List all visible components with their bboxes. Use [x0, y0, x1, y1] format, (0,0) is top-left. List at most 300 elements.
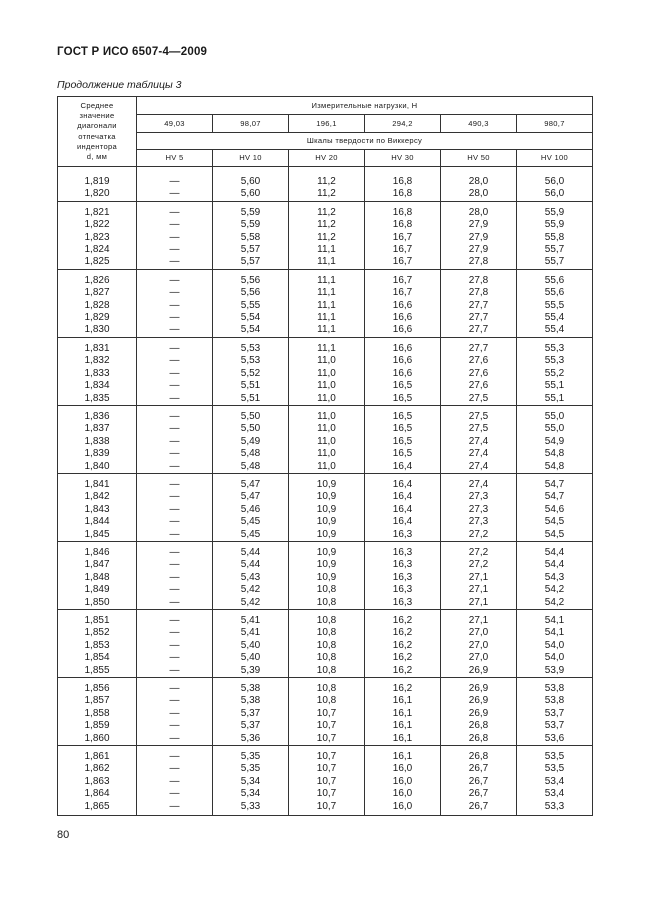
diagonal-cell: 1,862 — [58, 763, 137, 775]
hardness-cell: — — [137, 312, 213, 324]
hardness-cell: 54,0 — [517, 652, 593, 664]
load-header: 294,2 — [365, 115, 441, 133]
hardness-cell: 55,1 — [517, 393, 593, 406]
table-row — [58, 405, 593, 423]
load-header: 98,07 — [213, 115, 289, 133]
hardness-cell: 5,58 — [213, 232, 289, 244]
diagonal-cell: 1,830 — [58, 324, 137, 337]
hardness-cell: 26,7 — [441, 776, 517, 788]
hardness-cell: 55,9 — [517, 219, 593, 231]
hardness-cell: — — [137, 461, 213, 474]
hardness-cell: 5,43 — [213, 572, 289, 584]
hardness-cell: — — [137, 232, 213, 244]
hardness-cell: — — [137, 448, 213, 460]
hardness-cell: 55,3 — [517, 337, 593, 355]
hardness-cell: 10,8 — [289, 627, 365, 639]
diagonal-cell: 1,820 — [58, 188, 137, 201]
hardness-cell: 16,1 — [365, 720, 441, 732]
hardness-cell: 56,0 — [517, 176, 593, 188]
diagonal-cell: 1,842 — [58, 491, 137, 503]
scales-header: Шкалы твердости по Виккерсу — [137, 133, 593, 150]
document-title: ГОСТ Р ИСО 6507-4—2009 — [57, 46, 208, 58]
hardness-cell: — — [137, 219, 213, 231]
hardness-cell: 5,54 — [213, 324, 289, 337]
hardness-cell: 16,7 — [365, 287, 441, 299]
hardness-cell: 55,7 — [517, 244, 593, 256]
hardness-cell: 5,42 — [213, 584, 289, 596]
hardness-cell: 5,36 — [213, 733, 289, 746]
hardness-cell: — — [137, 201, 213, 219]
diagonal-cell: 1,850 — [58, 597, 137, 610]
corner-line: Среднее — [80, 100, 114, 110]
hardness-cell: 16,4 — [365, 491, 441, 503]
table-row — [58, 652, 593, 664]
hardness-cell: 5,34 — [213, 788, 289, 800]
hardness-cell: 5,34 — [213, 776, 289, 788]
hardness-cell: — — [137, 337, 213, 355]
hardness-cell: 11,1 — [289, 324, 365, 337]
hardness-cell: 5,41 — [213, 627, 289, 639]
hardness-cell: 16,3 — [365, 597, 441, 610]
hardness-cell: — — [137, 269, 213, 287]
hardness-cell: 10,9 — [289, 529, 365, 542]
table-row — [58, 176, 593, 188]
table-row — [58, 188, 593, 201]
table-row — [58, 627, 593, 639]
hardness-cell: — — [137, 423, 213, 435]
hardness-cell: 5,56 — [213, 269, 289, 287]
hardness-cell: 10,8 — [289, 652, 365, 664]
table-row — [58, 423, 593, 435]
hardness-cell: 54,8 — [517, 448, 593, 460]
table-row — [58, 300, 593, 312]
hardness-cell: 16,2 — [365, 640, 441, 652]
hardness-cell: — — [137, 393, 213, 406]
hardness-cell: — — [137, 287, 213, 299]
hardness-cell: 10,9 — [289, 516, 365, 528]
hardness-cell: — — [137, 678, 213, 696]
hardness-cell: — — [137, 801, 213, 816]
hardness-cell: 10,9 — [289, 491, 365, 503]
table-row — [58, 312, 593, 324]
hardness-cell: 5,54 — [213, 312, 289, 324]
hardness-cell: — — [137, 541, 213, 559]
hardness-cell: 16,3 — [365, 584, 441, 596]
hardness-cell: 54,3 — [517, 572, 593, 584]
diagonal-cell: 1,836 — [58, 405, 137, 423]
hardness-cell: 5,50 — [213, 423, 289, 435]
load-header: 490,3 — [441, 115, 517, 133]
table-row — [58, 201, 593, 219]
hardness-cell: 10,8 — [289, 584, 365, 596]
hardness-cell: 27,1 — [441, 572, 517, 584]
hardness-cell: 54,4 — [517, 541, 593, 559]
hardness-cell: 10,9 — [289, 504, 365, 516]
hardness-cell: 11,0 — [289, 380, 365, 392]
hardness-cell: 10,8 — [289, 695, 365, 707]
table-row — [58, 269, 593, 287]
table-row — [58, 491, 593, 503]
diagonal-cell: 1,845 — [58, 529, 137, 542]
hardness-cell: 5,35 — [213, 746, 289, 764]
loads-header: Измерительные нагрузки, Н — [137, 97, 593, 115]
hardness-cell: 27,7 — [441, 300, 517, 312]
hardness-cell: 54,0 — [517, 640, 593, 652]
hardness-cell: 10,7 — [289, 801, 365, 816]
table-row — [58, 572, 593, 584]
load-header: 196,1 — [289, 115, 365, 133]
hardness-cell: 27,4 — [441, 461, 517, 474]
hardness-cell: 16,3 — [365, 572, 441, 584]
hardness-cell: — — [137, 244, 213, 256]
diagonal-cell: 1,864 — [58, 788, 137, 800]
hardness-cell: 16,5 — [365, 423, 441, 435]
diagonal-cell: 1,829 — [58, 312, 137, 324]
hardness-cell: 5,37 — [213, 720, 289, 732]
hardness-cell: 5,38 — [213, 678, 289, 696]
hardness-cell: 11,2 — [289, 219, 365, 231]
hardness-cell: 5,56 — [213, 287, 289, 299]
diagonal-cell: 1,852 — [58, 627, 137, 639]
hardness-cell: 27,5 — [441, 405, 517, 423]
hardness-cell: — — [137, 584, 213, 596]
diagonal-cell: 1,857 — [58, 695, 137, 707]
diagonal-cell: 1,827 — [58, 287, 137, 299]
hardness-cell: 10,8 — [289, 665, 365, 678]
hardness-cell: 55,7 — [517, 256, 593, 269]
hardness-cell: 10,8 — [289, 640, 365, 652]
hardness-cell: 27,9 — [441, 232, 517, 244]
hardness-cell: 11,1 — [289, 256, 365, 269]
hardness-cell: 5,57 — [213, 256, 289, 269]
hardness-cell: 5,47 — [213, 491, 289, 503]
corner-line: отпечатка — [78, 131, 116, 141]
hardness-cell: 27,6 — [441, 380, 517, 392]
hardness-cell: — — [137, 188, 213, 201]
hardness-cell: 54,1 — [517, 627, 593, 639]
hardness-cell: 55,6 — [517, 287, 593, 299]
hardness-cell: 27,5 — [441, 423, 517, 435]
diagonal-cell: 1,861 — [58, 746, 137, 764]
scale-header: HV 10 — [213, 150, 289, 167]
hardness-cell: — — [137, 300, 213, 312]
hardness-cell: 5,51 — [213, 380, 289, 392]
hardness-cell: — — [137, 695, 213, 707]
hardness-cell: 16,1 — [365, 695, 441, 707]
hardness-cell: 16,3 — [365, 529, 441, 542]
hardness-cell: 27,0 — [441, 627, 517, 639]
hardness-cell: 27,6 — [441, 355, 517, 367]
diagonal-cell: 1,841 — [58, 473, 137, 491]
hardness-cell: 16,6 — [365, 337, 441, 355]
hardness-cell: 27,2 — [441, 529, 517, 542]
hardness-cell: 10,7 — [289, 733, 365, 746]
hardness-cell: 16,1 — [365, 746, 441, 764]
hardness-cell: 27,7 — [441, 312, 517, 324]
diagonal-cell: 1,825 — [58, 256, 137, 269]
hardness-cell: — — [137, 788, 213, 800]
table-row — [58, 733, 593, 746]
corner-line: d, мм — [86, 151, 108, 161]
diagonal-cell: 1,849 — [58, 584, 137, 596]
table-row — [58, 640, 593, 652]
diagonal-column-header — [58, 97, 137, 167]
hardness-cell: — — [137, 597, 213, 610]
hardness-cell: — — [137, 256, 213, 269]
hardness-cell: 27,1 — [441, 610, 517, 628]
hardness-cell: 27,4 — [441, 436, 517, 448]
hardness-cell: 53,9 — [517, 665, 593, 678]
hardness-cell: 10,7 — [289, 746, 365, 764]
table-row — [58, 584, 593, 596]
diagonal-cell: 1,837 — [58, 423, 137, 435]
table-row — [58, 256, 593, 269]
hardness-cell: 5,57 — [213, 244, 289, 256]
hardness-cell: 53,6 — [517, 733, 593, 746]
scale-header: HV 20 — [289, 150, 365, 167]
hardness-cell: 28,0 — [441, 201, 517, 219]
hardness-cell: 27,3 — [441, 504, 517, 516]
diagonal-cell: 1,853 — [58, 640, 137, 652]
hardness-cell: 55,4 — [517, 324, 593, 337]
hardness-cell: — — [137, 504, 213, 516]
hardness-cell: — — [137, 572, 213, 584]
hardness-cell: 16,6 — [365, 355, 441, 367]
hardness-cell: 26,8 — [441, 733, 517, 746]
diagonal-cell: 1,831 — [58, 337, 137, 355]
hardness-cell: — — [137, 516, 213, 528]
table-row — [58, 436, 593, 448]
hardness-cell: 16,0 — [365, 763, 441, 775]
page-number: 80 — [57, 829, 70, 841]
diagonal-cell: 1,832 — [58, 355, 137, 367]
hardness-cell: 10,7 — [289, 776, 365, 788]
table-row — [58, 504, 593, 516]
load-header: 49,03 — [137, 115, 213, 133]
hardness-cell: 27,0 — [441, 640, 517, 652]
hardness-cell: — — [137, 746, 213, 764]
hardness-cell: 16,1 — [365, 733, 441, 746]
hardness-cell: 5,55 — [213, 300, 289, 312]
hardness-cell: 53,4 — [517, 788, 593, 800]
hardness-cell: 11,0 — [289, 405, 365, 423]
hardness-cell: 26,9 — [441, 708, 517, 720]
hardness-cell: — — [137, 652, 213, 664]
table-row — [58, 219, 593, 231]
diagonal-cell: 1,856 — [58, 678, 137, 696]
hardness-cell: 11,0 — [289, 368, 365, 380]
hardness-cell: 16,7 — [365, 232, 441, 244]
hardness-cell: 16,3 — [365, 541, 441, 559]
hardness-cell: 27,3 — [441, 516, 517, 528]
table-row — [58, 559, 593, 571]
hardness-cell: 53,8 — [517, 695, 593, 707]
diagonal-cell: 1,844 — [58, 516, 137, 528]
hardness-cell: 16,2 — [365, 610, 441, 628]
hardness-cell: 27,1 — [441, 584, 517, 596]
hardness-cell: 16,6 — [365, 312, 441, 324]
hardness-cell: 10,8 — [289, 597, 365, 610]
hardness-cell: 16,5 — [365, 448, 441, 460]
scale-header: HV 100 — [517, 150, 593, 167]
hardness-table — [57, 96, 593, 816]
hardness-cell: 5,49 — [213, 436, 289, 448]
hardness-cell: 16,0 — [365, 776, 441, 788]
hardness-cell: 16,6 — [365, 324, 441, 337]
hardness-cell: 5,41 — [213, 610, 289, 628]
table-row — [58, 597, 593, 610]
hardness-cell: — — [137, 529, 213, 542]
hardness-cell: 5,37 — [213, 708, 289, 720]
hardness-cell: 28,0 — [441, 176, 517, 188]
hardness-cell: 5,59 — [213, 219, 289, 231]
hardness-cell: 5,48 — [213, 448, 289, 460]
hardness-cell: 5,42 — [213, 597, 289, 610]
hardness-cell: 11,1 — [289, 300, 365, 312]
diagonal-cell: 1,865 — [58, 801, 137, 816]
hardness-cell: 54,2 — [517, 584, 593, 596]
diagonal-cell: 1,858 — [58, 708, 137, 720]
diagonal-cell: 1,826 — [58, 269, 137, 287]
hardness-cell: — — [137, 708, 213, 720]
corner-line: индентора — [76, 141, 118, 151]
hardness-cell: 26,9 — [441, 695, 517, 707]
hardness-cell: 16,5 — [365, 380, 441, 392]
table-row — [58, 610, 593, 628]
hardness-cell: 11,2 — [289, 188, 365, 201]
table-row — [58, 529, 593, 542]
hardness-cell: 16,5 — [365, 405, 441, 423]
hardness-cell: 11,2 — [289, 201, 365, 219]
hardness-cell: 10,9 — [289, 473, 365, 491]
hardness-cell: 27,4 — [441, 473, 517, 491]
hardness-cell: 26,9 — [441, 678, 517, 696]
hardness-cell: — — [137, 627, 213, 639]
hardness-cell: 16,6 — [365, 300, 441, 312]
hardness-cell: 53,7 — [517, 720, 593, 732]
hardness-cell: 16,1 — [365, 708, 441, 720]
hardness-cell: 11,1 — [289, 244, 365, 256]
hardness-cell: 54,7 — [517, 491, 593, 503]
table-row — [58, 473, 593, 491]
hardness-cell: 5,60 — [213, 176, 289, 188]
hardness-cell: 11,2 — [289, 176, 365, 188]
table-row — [58, 516, 593, 528]
hardness-cell: — — [137, 559, 213, 571]
hardness-cell: 11,0 — [289, 461, 365, 474]
table-row — [58, 776, 593, 788]
hardness-cell: 16,4 — [365, 516, 441, 528]
hardness-cell: 54,5 — [517, 529, 593, 542]
hardness-cell: — — [137, 665, 213, 678]
table-row — [58, 448, 593, 460]
hardness-cell: 55,8 — [517, 232, 593, 244]
hardness-cell: 55,6 — [517, 269, 593, 287]
hardness-cell: 26,8 — [441, 720, 517, 732]
hardness-cell: 5,59 — [213, 201, 289, 219]
hardness-cell: 27,9 — [441, 244, 517, 256]
hardness-cell: 16,7 — [365, 244, 441, 256]
hardness-cell: 54,5 — [517, 516, 593, 528]
diagonal-cell: 1,835 — [58, 393, 137, 406]
hardness-cell: — — [137, 355, 213, 367]
hardness-cell: 54,2 — [517, 597, 593, 610]
hardness-cell: 53,5 — [517, 763, 593, 775]
hardness-cell: 28,0 — [441, 188, 517, 201]
hardness-cell: 27,9 — [441, 219, 517, 231]
hardness-cell: — — [137, 720, 213, 732]
hardness-cell: 54,7 — [517, 473, 593, 491]
hardness-cell: 10,7 — [289, 720, 365, 732]
diagonal-cell: 1,824 — [58, 244, 137, 256]
hardness-cell: 27,5 — [441, 393, 517, 406]
hardness-cell: 10,7 — [289, 708, 365, 720]
diagonal-cell: 1,823 — [58, 232, 137, 244]
table-row — [58, 678, 593, 696]
diagonal-cell: 1,863 — [58, 776, 137, 788]
hardness-cell: 54,9 — [517, 436, 593, 448]
hardness-cell: 16,4 — [365, 504, 441, 516]
hardness-cell: 27,8 — [441, 269, 517, 287]
hardness-cell: 55,4 — [517, 312, 593, 324]
table-row — [58, 788, 593, 800]
table-row — [58, 355, 593, 367]
hardness-cell: 16,2 — [365, 652, 441, 664]
hardness-cell: 56,0 — [517, 188, 593, 201]
hardness-cell: 5,35 — [213, 763, 289, 775]
corner-line: диагонали — [77, 121, 117, 131]
hardness-cell: 55,5 — [517, 300, 593, 312]
hardness-cell: 16,5 — [365, 393, 441, 406]
hardness-cell: 16,8 — [365, 219, 441, 231]
hardness-cell: 27,7 — [441, 337, 517, 355]
hardness-cell: 10,7 — [289, 763, 365, 775]
hardness-cell: 5,45 — [213, 529, 289, 542]
scale-header: HV 50 — [441, 150, 517, 167]
hardness-cell: 53,8 — [517, 678, 593, 696]
hardness-cell: 11,1 — [289, 337, 365, 355]
hardness-cell: 10,9 — [289, 572, 365, 584]
hardness-cell: 10,8 — [289, 678, 365, 696]
hardness-cell: 16,0 — [365, 801, 441, 816]
hardness-cell: 16,3 — [365, 559, 441, 571]
hardness-cell: 26,7 — [441, 788, 517, 800]
hardness-cell: 27,8 — [441, 256, 517, 269]
diagonal-cell: 1,843 — [58, 504, 137, 516]
hardness-cell: 26,9 — [441, 665, 517, 678]
hardness-cell: 5,39 — [213, 665, 289, 678]
hardness-cell: 11,0 — [289, 448, 365, 460]
table-caption: Продолжение таблицы 3 — [57, 79, 182, 91]
hardness-cell: — — [137, 610, 213, 628]
diagonal-cell: 1,833 — [58, 368, 137, 380]
table-row — [58, 337, 593, 355]
hardness-cell: 27,0 — [441, 652, 517, 664]
hardness-cell: 16,8 — [365, 201, 441, 219]
hardness-cell: 10,9 — [289, 559, 365, 571]
hardness-cell: 5,45 — [213, 516, 289, 528]
hardness-cell: 27,4 — [441, 448, 517, 460]
diagonal-cell: 1,822 — [58, 219, 137, 231]
hardness-cell: 55,3 — [517, 355, 593, 367]
hardness-cell: 10,8 — [289, 610, 365, 628]
load-header: 980,7 — [517, 115, 593, 133]
hardness-cell: 53,5 — [517, 746, 593, 764]
hardness-cell: 27,1 — [441, 597, 517, 610]
hardness-cell: — — [137, 491, 213, 503]
hardness-cell: 16,6 — [365, 368, 441, 380]
hardness-cell: — — [137, 733, 213, 746]
